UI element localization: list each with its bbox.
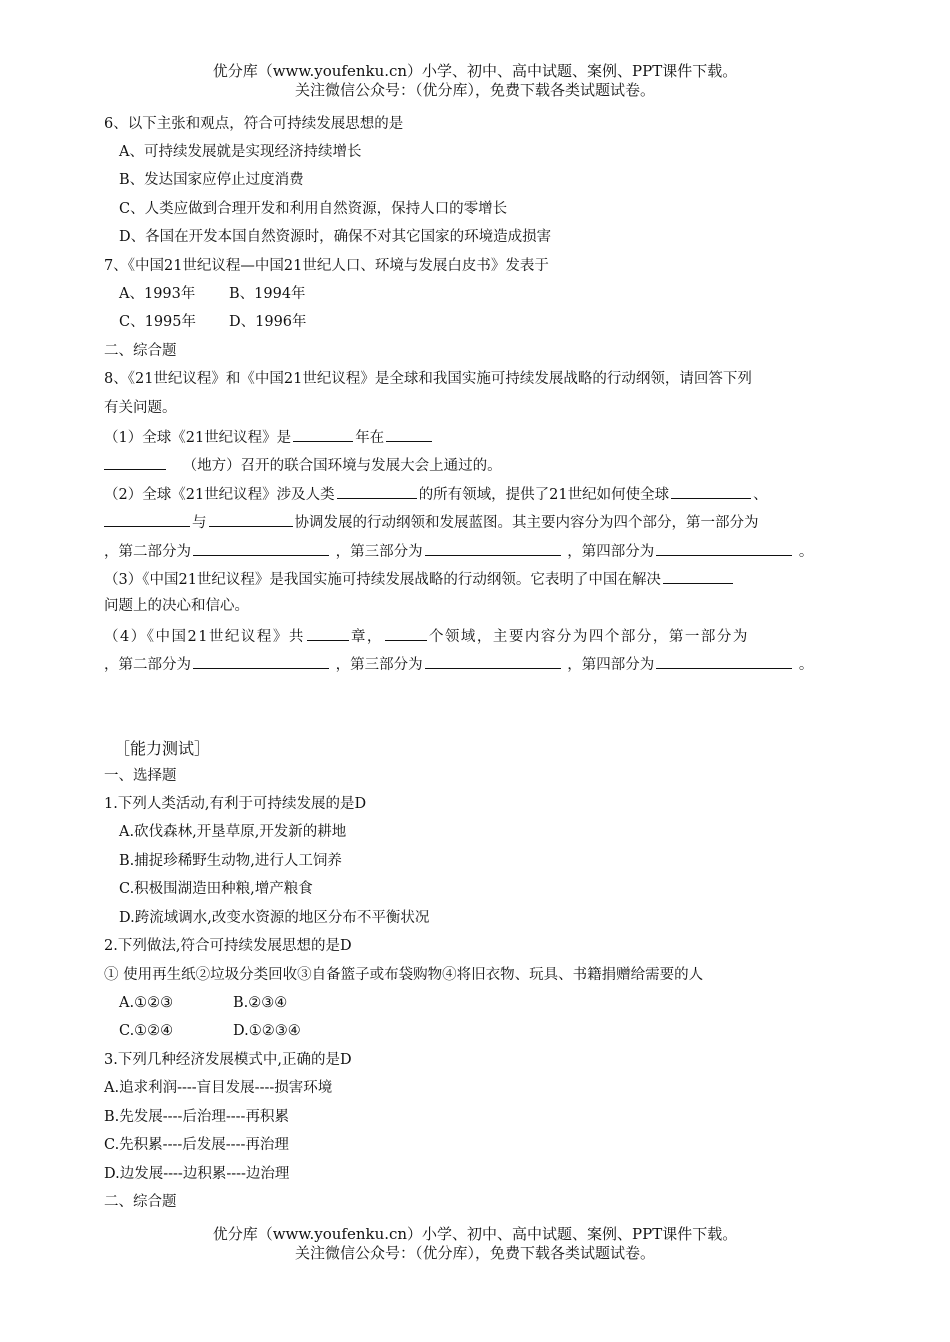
ability-test-title: ［能力测试］ (114, 739, 211, 758)
p2-q1-stem: 1.下列人类活动,有利于可持续发展的是D (104, 796, 367, 812)
q7-stem: 7、《中国21世纪议程—中国21世纪人口、环境与发展白皮书》发表于 (104, 258, 549, 274)
p2-q3-option-a: A.追求利润----盲目发展----损害环境 (104, 1080, 333, 1096)
q6-option-a: A、可持续发展就是实现经济持续增长 (119, 144, 362, 160)
q8-sub3-line-2: 问题上的决心和信心。 (104, 598, 249, 614)
q8-sub3-line-1 (104, 568, 735, 590)
q8-sub2-line-1 (104, 483, 768, 505)
q8-stem-line-2: 有关问题。 (104, 400, 177, 416)
q8-sub2-text-h: ，第四部分为 (567, 544, 655, 560)
answer-blank[interactable] (307, 625, 349, 641)
q6-stem: 6、以下主张和观点，符合可持续发展思想的是 (104, 116, 404, 132)
answer-blank[interactable] (209, 511, 293, 527)
p2-q3-option-c: C.先积累----后发展----再治理 (104, 1137, 289, 1153)
q8-sub2-text-b: 的所有领域，提供了21世纪如何使全球 (418, 487, 670, 503)
q8-sub4-text-a: （4）《中国21世纪议程》共 (104, 629, 305, 645)
q8-stem-line-1: 8、《21世纪议程》和《中国21世纪议程》是全球和我国实施可持续发展战略的行动纲领，请回答下列 (104, 371, 752, 387)
p2-q1-option-a: A.砍伐森林,开垦草原,开发新的耕地 (119, 824, 347, 840)
answer-blank[interactable] (656, 540, 792, 556)
q8-sub3-text-a: （3）《中国21世纪议程》是我国实施可持续发展战略的行动纲领。它表明了中国在解决 (104, 572, 661, 588)
q8-sub2-text-a: （2）全球《21世纪议程》涉及人类 (104, 487, 335, 503)
q8-sub4-text-b: 章， (350, 629, 383, 645)
q8-sub4-text-c: 个领域，主要内容分为四个部分，第一部分为 (428, 629, 749, 645)
p2-q3-option-b: B.先发展----后治理----再积累 (104, 1109, 289, 1125)
q6-option-d: D、各国在开发本国自然资源时，确保不对其它国家的环境造成损害 (119, 229, 552, 245)
p2-q3-option-d: D.边发展----边积累----边治理 (104, 1166, 290, 1182)
q8-sub2-line-2 (104, 511, 759, 533)
answer-blank[interactable] (193, 653, 329, 669)
q7-option-b: B、1994年 (229, 286, 306, 302)
header-line-2: 关注微信公众号：（优分库），免费下载各类试题试卷。 (294, 81, 655, 99)
footer-line-1: 优分库（www.youfenku.cn）小学、初中、高中试题、案例、PPT课件下载。 (212, 1225, 738, 1243)
answer-blank[interactable] (663, 568, 733, 584)
q8-sub1-text-b: 年在 (355, 430, 385, 446)
section-heading-choice: 一、选择题 (104, 768, 177, 784)
answer-blank[interactable] (425, 540, 561, 556)
p2-q3-stem: 3.下列几种经济发展模式中,正确的是D (104, 1052, 352, 1068)
q8-sub2-text-c: 、 (753, 487, 768, 503)
section-heading-comprehensive: 二、综合题 (104, 343, 177, 359)
q8-sub4-text-e: ，第三部分为 (335, 657, 423, 673)
answer-blank[interactable] (293, 426, 353, 442)
p2-q2-option-d: D.①②③④ (233, 1023, 301, 1039)
q8-sub4-text-g: 。 (798, 657, 814, 673)
answer-blank[interactable] (104, 454, 166, 470)
answer-blank[interactable] (385, 625, 427, 641)
footer-line-2: 关注微信公众号：（优分库），免费下载各类试题试卷。 (294, 1244, 655, 1262)
q6-option-b: B、发达国家应停止过度消费 (119, 172, 304, 188)
answer-blank[interactable] (656, 653, 792, 669)
answer-blank[interactable] (193, 540, 329, 556)
q8-sub4-text-d: ，第二部分为 (104, 657, 191, 673)
answer-blank[interactable] (425, 653, 561, 669)
p2-q2-option-b: B.②③④ (233, 995, 288, 1011)
q8-sub4-line-1 (104, 625, 749, 647)
q8-sub2-line-3 (104, 540, 813, 562)
q7-option-a: A、1993年 (119, 286, 196, 302)
q8-sub2-text-e: 协调发展的行动纲领和发展蓝图。其主要内容分为四个部分，第一部分为 (294, 515, 759, 531)
answer-blank[interactable] (104, 511, 190, 527)
p2-q2-stem: 2.下列做法,符合可持续发展思想的是D (104, 938, 352, 954)
p2-q2-option-a: A.①②③ (119, 995, 174, 1011)
answer-blank[interactable] (337, 483, 417, 499)
q8-sub2-text-d: 与 (192, 515, 207, 531)
p2-q2-items: ① 使用再生纸②垃圾分类回收③自备篮子或布袋购物④将旧衣物、玩具、书籍捐赠给需要的人 (104, 967, 704, 983)
answer-blank[interactable] (671, 483, 751, 499)
q8-sub4-text-f: ，第四部分为 (567, 657, 655, 673)
answer-blank[interactable] (386, 426, 432, 442)
q8-sub2-text-f: ，第二部分为 (104, 544, 191, 560)
p2-q1-option-b: B.捕捉珍稀野生动物,进行人工饲养 (119, 853, 342, 869)
p2-q1-option-d: D.跨流域调水,改变水资源的地区分布不平衡状况 (119, 910, 430, 926)
p2-q2-option-c: C.①②④ (119, 1023, 174, 1039)
q8-sub1-line-2 (104, 454, 502, 476)
section-heading-comprehensive-2: 二、综合题 (104, 1194, 177, 1210)
q8-sub1-text-a: （1）全球《21世纪议程》是 (104, 430, 292, 446)
q7-option-c: C、1995年 (119, 314, 196, 330)
q8-sub4-line-2 (104, 653, 813, 675)
q7-option-d: D、1996年 (229, 314, 307, 330)
header-line-1: 优分库（www.youfenku.cn）小学、初中、高中试题、案例、PPT课件下载。 (212, 62, 738, 80)
q8-sub2-text-g: ，第三部分为 (335, 544, 423, 560)
q8-sub1-line-1 (104, 426, 434, 448)
p2-q1-option-c: C.积极围湖造田种粮,增产粮食 (119, 881, 313, 897)
q6-option-c: C、人类应做到合理开发和利用自然资源，保持人口的零增长 (119, 201, 508, 217)
q8-sub2-text-i: 。 (798, 544, 814, 560)
q8-sub1-text-c: （地方）召开的联合国环境与发展大会上通过的。 (182, 458, 502, 474)
